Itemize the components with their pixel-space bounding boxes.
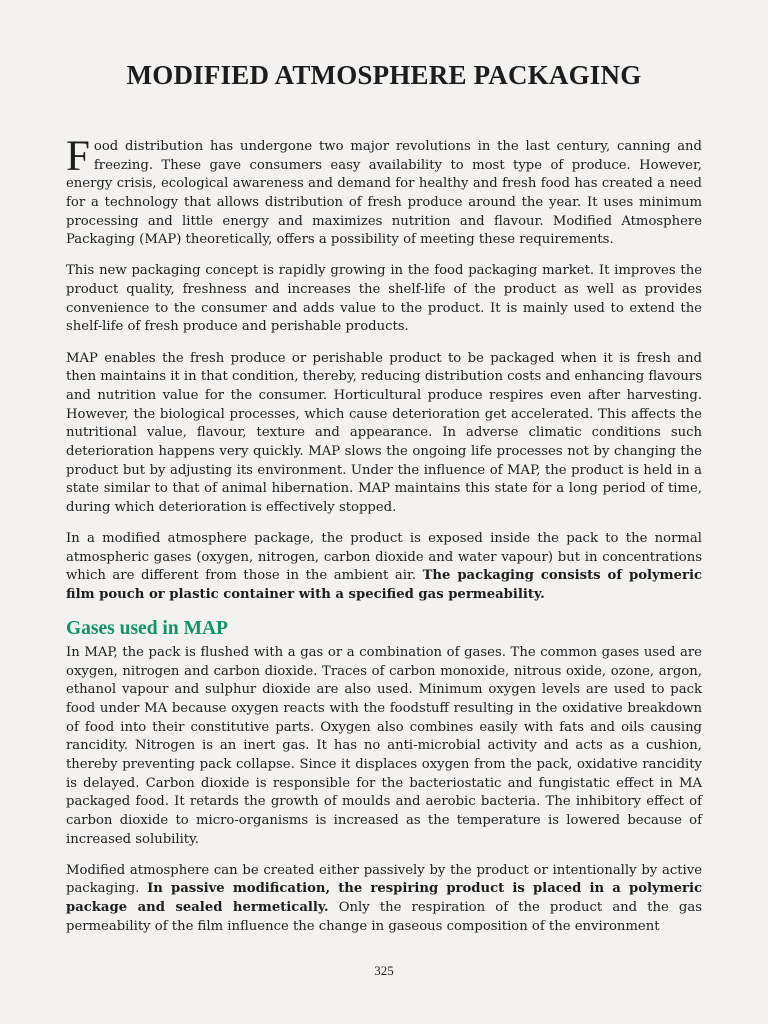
section-heading: Gases used in MAP: [66, 618, 228, 640]
paragraph-4: [66, 530, 702, 605]
page-title: MODIFIED ATMOSPHERE PACKAGING: [126, 60, 642, 90]
section-paragraph-2-text1: Modified atmosphere can be created either passively by the product or intentionally by active packaging.: [66, 862, 702, 897]
section-paragraph-1: In MAP, the pack is flushed with a gas or a combination of gases. The common gases used are oxygen, nitrogen and carbon dioxide. Traces of carbon monoxide, nitrous oxide, ozone, argon, ethanol vapour and sulphur dioxide are also used. Minimum oxygen levels are used to pack food under MA because oxygen reacts with the foodstuff resulting in the oxidative breakdown of food into their constitutive parts. Oxygen also combines easily with fats and oils causing rancidity. Nitrogen is an inert gas. It has no anti-microbial activity and acts as a cushion, thereby preventing pack collapse. Since it displaces oxygen from the pack, oxidative rancidity is delayed. Carbon dioxide is responsible for the bacteriostatic and fungistatic effect in MA packaged food. It retards the growth of moulds and aerobic bacteria. The inhibitory effect of carbon dioxide to micro-organisms is increased as the temperature is lowered because of increased solubility.: [66, 645, 702, 847]
paragraph-4-bold: The packaging consists of polymeric film pouch or plastic container with a specified gas permeability.: [66, 568, 703, 602]
paragraph-3: MAP enables the fresh produce or perishable product to be packaged when it is fresh and then maintains it in that condition, thereby, reducing distribution costs and enhancing flavours and nutrition value for the consumer. Horticultural produce respires even after harvesting. However, the biological processes, which cause deterioration get accelerated. This affects the nutritional value, flavour, texture and appearance. In adverse climatic conditions such deterioration happens very quickly. MAP slows the ongoing life processes not by changing the product but by adjusting its environment. Under the influence of MAP, the product is held in a state similar to that of animal hibernation. MAP maintains this state for a long period of time, during which deterioration is effectively stopped.: [66, 350, 702, 515]
section-paragraph-2: [66, 862, 702, 937]
body-text: [66, 133, 703, 949]
section-paragraph-2-text2: Only the respiration of the product and the gas permeability of the film influence the change in gaseous composition of the environment: [66, 900, 702, 934]
paragraph-2: This new packaging concept is rapidly growing in the food packaging market. It improves the product quality, freshness and increases the shelf-life of the product as well as provides convenience to the consumer and adds value to the product. It is mainly used to extend the shelf-life of fresh produce and perishable products.: [66, 263, 702, 335]
intro-paragraph: [66, 133, 702, 250]
intro-text: ood distribution has undergone two major revolutions in the last century, canning and freezing. These gave consumers easy availability to most type of produce. However, energy crisis, ecological awareness and demand for healthy and fresh food has created a need for a technology that allows distribution of fresh produce around the year. It uses minimum processing and little energy and maximizes nutrition and flavour. Modified Atmosphere Packaging (MAP) theoretically, offers a possibility of meeting these requirements.: [66, 139, 702, 248]
drop-cap: F: [66, 133, 90, 180]
section-paragraph-2-bold: In passive modification, the respiring product is placed in a polymeric package and sealed hermetically.: [66, 881, 702, 916]
paragraph-4-text: In a modified atmosphere package, the product is exposed inside the pack to the normal atmospheric gases (oxygen, nitrogen, carbon dioxide and water vapour) but in concentrations which are different from those in the ambient air.: [66, 530, 702, 584]
page-number: 325: [374, 963, 394, 978]
